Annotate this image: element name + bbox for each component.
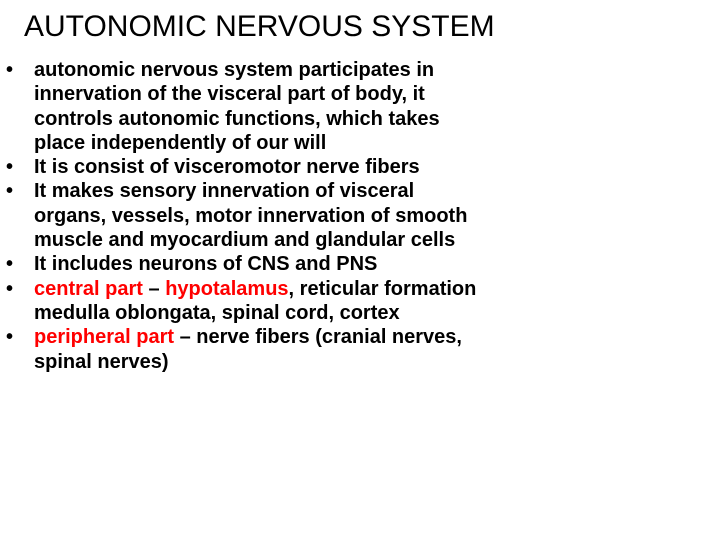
bullet-item xyxy=(0,277,700,326)
bullet-line: muscle and myocardium and glandular cells xyxy=(34,229,456,252)
highlight-term-central-part: central part xyxy=(34,277,143,300)
bullet-list xyxy=(0,58,700,374)
bullet-item xyxy=(0,155,700,179)
bullet-line: medulla oblongata, spinal cord, cortex xyxy=(34,301,400,324)
bullet-line: autonomic nervous system participates in xyxy=(34,59,435,81)
slide-title: AUTONOMIC NERVOUS SYSTEM xyxy=(24,10,495,43)
bullet-line: controls autonomic functions, which takes xyxy=(34,107,440,130)
bullet-line: place independently of our will xyxy=(34,131,327,154)
bullet-item xyxy=(0,58,700,155)
bullet-line: It makes sensory innervation of visceral xyxy=(34,180,415,203)
bullet-text: – nerve fibers (cranial nerves, xyxy=(174,326,462,349)
bullet-icon: • xyxy=(6,156,14,179)
bullet-line: innervation of the visceral part of body, it xyxy=(34,83,425,106)
bullet-line: organs, vessels, motor innervation of smooth xyxy=(34,204,468,227)
highlight-term-peripheral-part: peripheral part xyxy=(34,326,175,349)
bullet-line: It is consist of visceromotor nerve fibers xyxy=(34,156,420,179)
bullet-line: spinal nerves) xyxy=(34,350,169,373)
bullet-icon: • xyxy=(6,253,14,276)
bullet-icon: • xyxy=(6,180,14,203)
bullet-line: It includes neurons of CNS and PNS xyxy=(34,253,378,276)
bullet-item xyxy=(0,179,700,252)
bullet-icon: • xyxy=(6,59,14,81)
bullet-icon: • xyxy=(6,326,14,349)
bullet-item xyxy=(0,252,700,276)
highlight-term-hypotalamus: hypotalamus xyxy=(165,277,289,300)
bullet-icon: • xyxy=(6,277,14,300)
bullet-item xyxy=(0,325,700,374)
bullet-text: , reticular formation xyxy=(288,277,477,300)
bullet-line xyxy=(34,325,700,349)
bullet-line xyxy=(34,277,700,301)
dash-separator: – xyxy=(142,277,166,300)
